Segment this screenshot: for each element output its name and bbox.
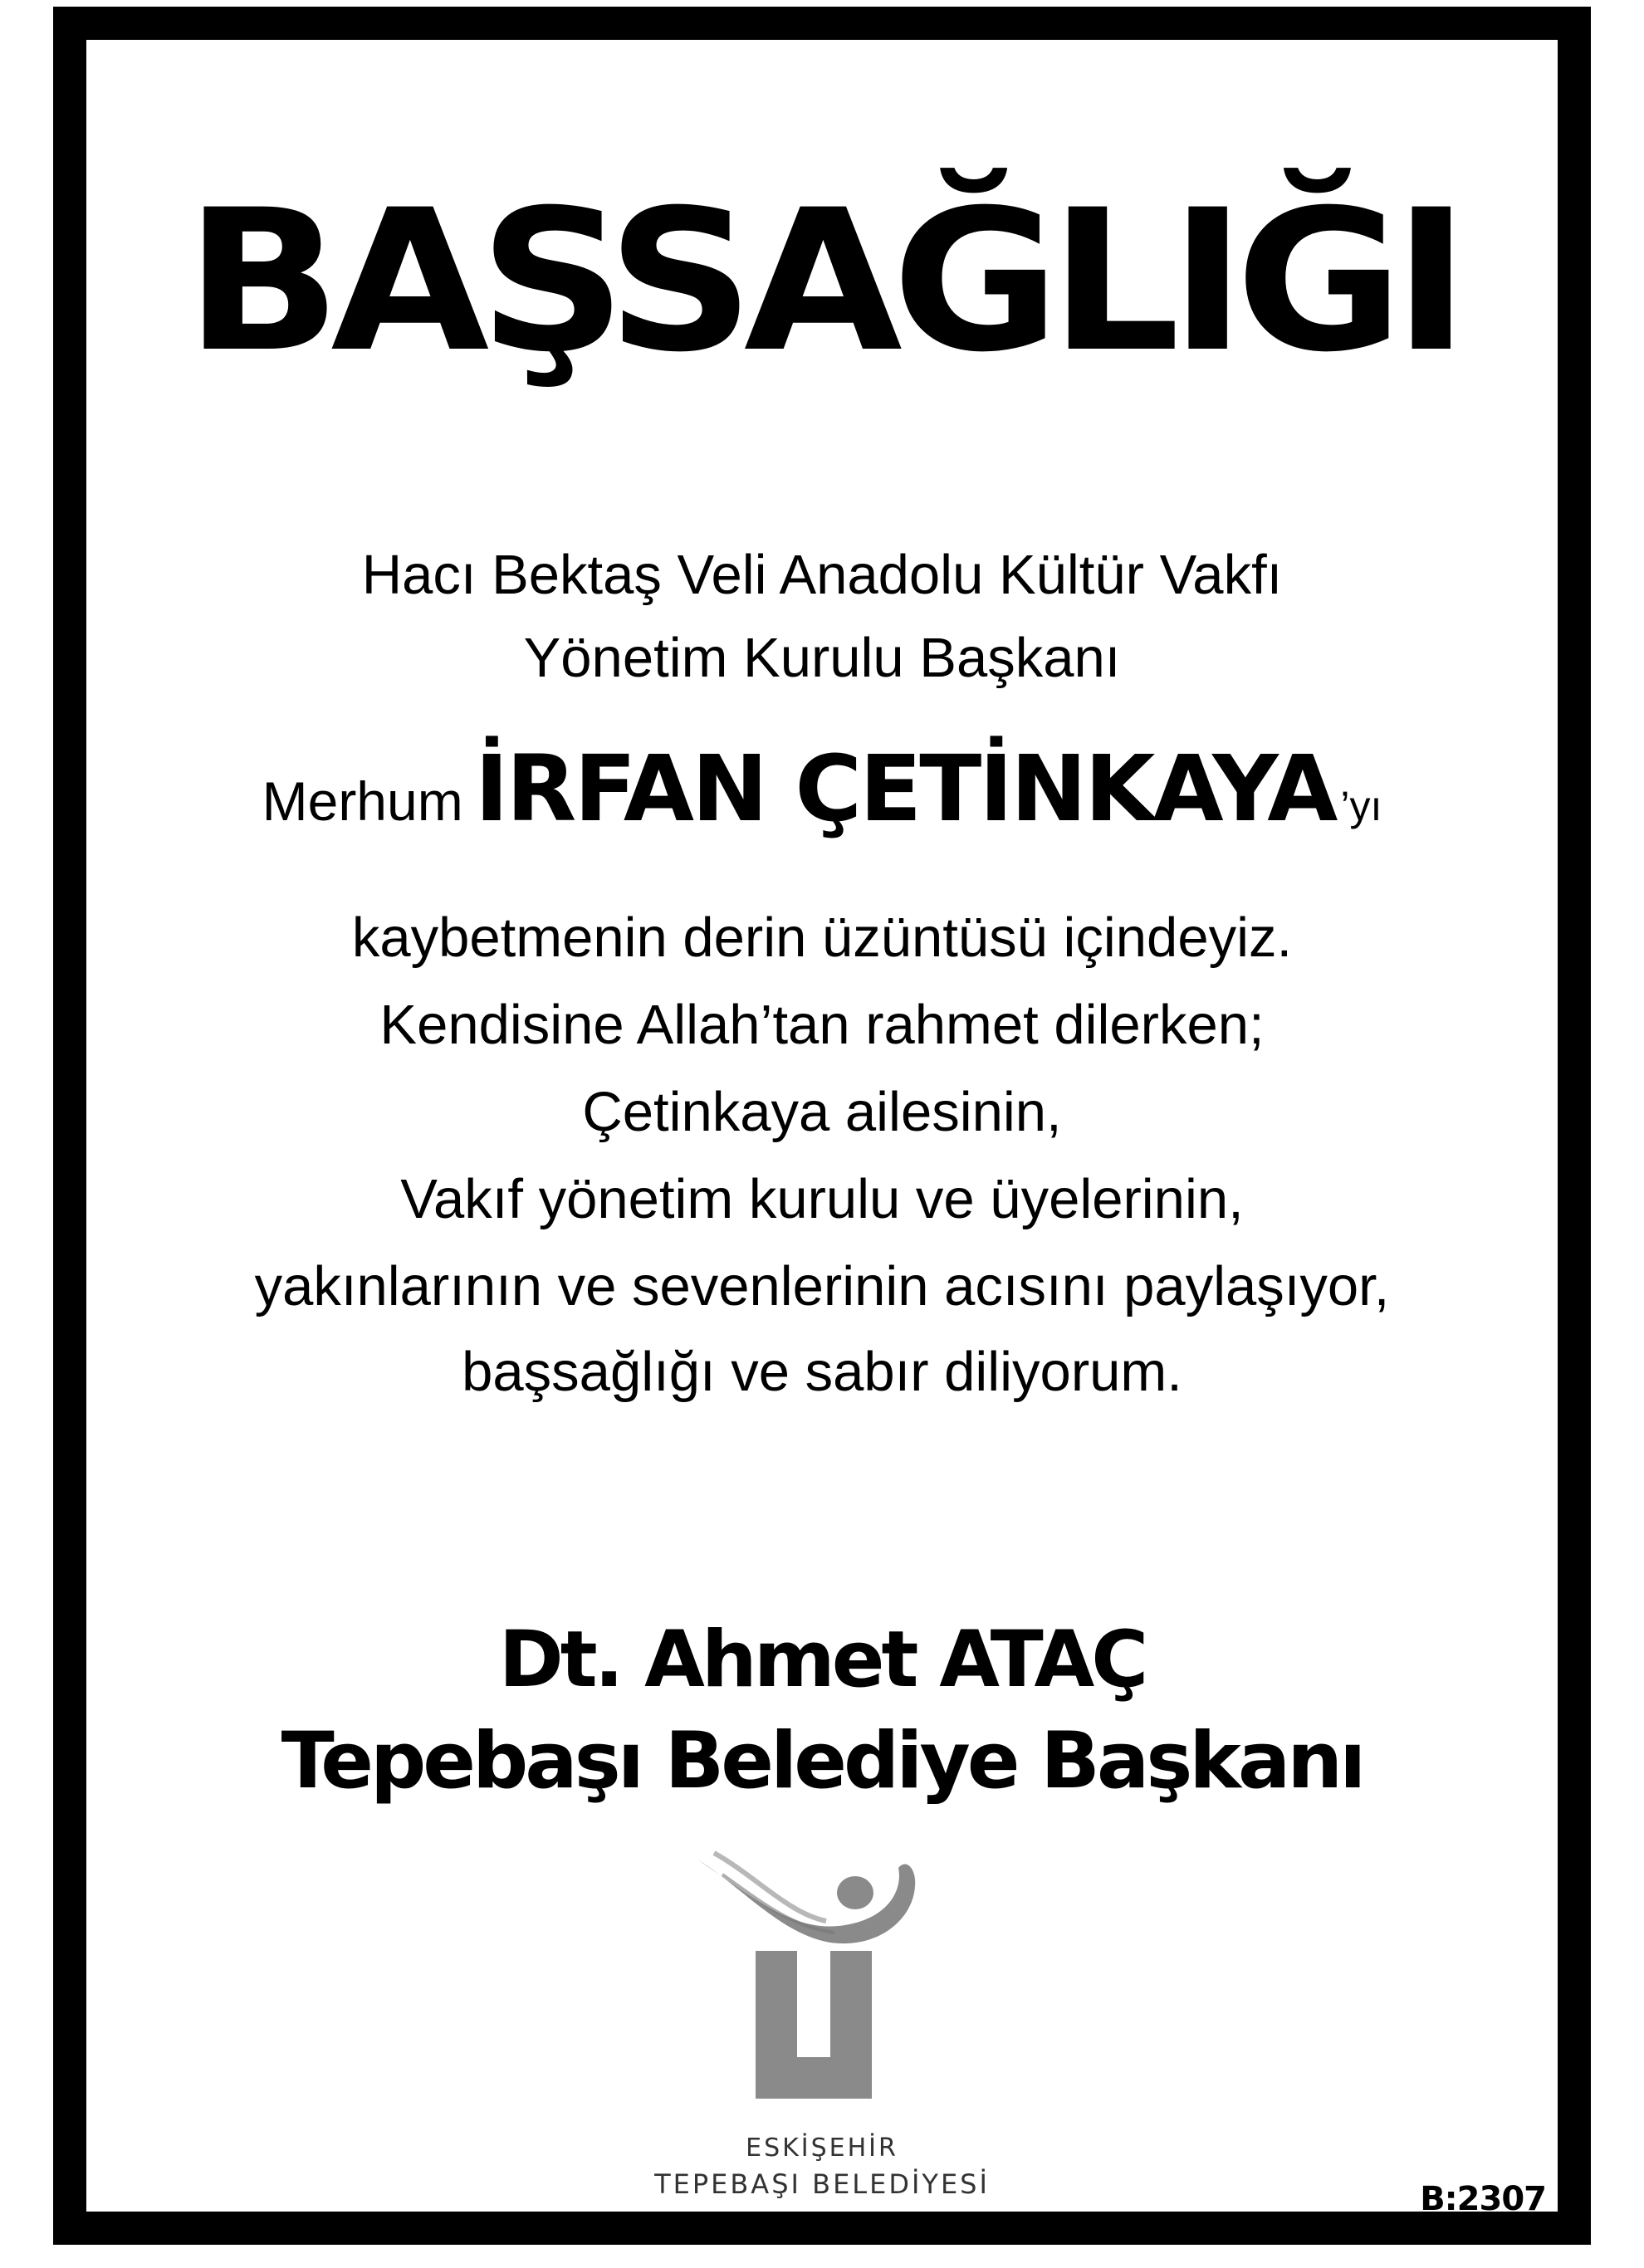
body-line: Kendisine Allah’tan rahmet dilerken; — [379, 994, 1265, 1056]
logo-city-label: ESKİŞEHİR — [746, 2134, 898, 2163]
reference-code: B:2307 — [1420, 2180, 1546, 2218]
body-line: Vakıf yönetim kurulu ve üyelerinin, — [400, 1168, 1244, 1230]
deceased-name-line — [0, 731, 1644, 875]
body-line: başsağlığı ve sabır diliyorum. — [462, 1341, 1182, 1403]
intro-line-role: Yönetim Kurulu Başkanı — [523, 627, 1121, 689]
notice-title: BAŞSAĞLIĞI — [184, 169, 1460, 395]
body-line: Çetinkaya ailesinin, — [582, 1081, 1062, 1143]
merhum-prefix: Merhum — [262, 770, 463, 832]
logo-municipality-label: TEPEBAŞI BELEDİYESİ — [654, 2168, 990, 2200]
signatory-position: Tepebaşı Belediye Başkanı — [281, 1716, 1363, 1806]
intro-line-foundation: Hacı Bektaş Veli Anadolu Kültür Vakfı — [361, 544, 1283, 606]
signatory-name: Dt. Ahmet ATAÇ — [498, 1615, 1146, 1705]
tepebasi-municipality-logo-icon — [689, 1835, 938, 2109]
body-line: kaybetmenin derin üzüntüsü içindeyiz. — [351, 907, 1293, 969]
name-suffix: ’yı — [1340, 783, 1382, 829]
deceased-name: İRFAN ÇETİNKAYA — [474, 736, 1336, 842]
body-line: yakınlarının ve sevenlerinin acısını paylaşıyor, — [254, 1255, 1390, 1317]
